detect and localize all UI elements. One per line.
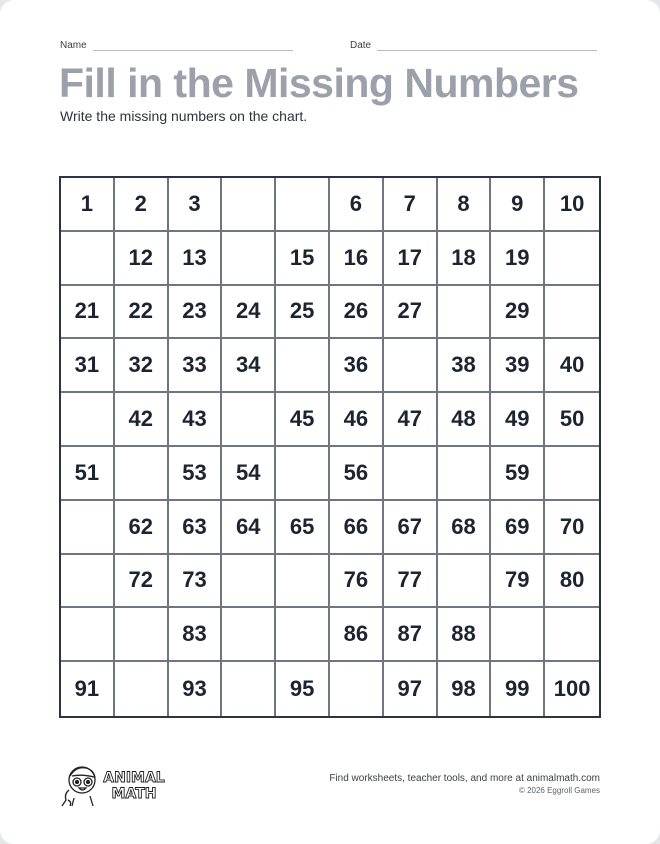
number-cell: 83 xyxy=(169,608,223,662)
number-cell: 77 xyxy=(384,555,438,609)
number-cell: 66 xyxy=(330,501,384,555)
animal-math-logo-icon xyxy=(60,760,172,808)
number-cell: 15 xyxy=(276,232,330,286)
blank-cell[interactable] xyxy=(222,608,276,662)
date-field xyxy=(350,38,597,51)
number-cell: 8 xyxy=(438,178,492,232)
number-cell: 62 xyxy=(115,501,169,555)
blank-cell[interactable] xyxy=(545,286,599,340)
number-cell: 10 xyxy=(545,178,599,232)
number-cell: 25 xyxy=(276,286,330,340)
page-title: Fill in the Missing Numbers xyxy=(59,60,579,106)
number-cell: 31 xyxy=(61,339,115,393)
number-cell: 27 xyxy=(384,286,438,340)
number-cell: 91 xyxy=(61,662,115,716)
blank-cell[interactable] xyxy=(438,447,492,501)
number-cell: 73 xyxy=(169,555,223,609)
number-cell: 80 xyxy=(545,555,599,609)
blank-cell[interactable] xyxy=(438,286,492,340)
number-cell: 12 xyxy=(115,232,169,286)
number-cell: 63 xyxy=(169,501,223,555)
blank-cell[interactable] xyxy=(545,232,599,286)
number-cell: 36 xyxy=(330,339,384,393)
number-cell: 26 xyxy=(330,286,384,340)
number-cell: 59 xyxy=(491,447,545,501)
blank-cell[interactable] xyxy=(276,555,330,609)
number-cell: 87 xyxy=(384,608,438,662)
blank-cell[interactable] xyxy=(222,662,276,716)
number-cell: 18 xyxy=(438,232,492,286)
blank-cell[interactable] xyxy=(384,339,438,393)
number-cell: 76 xyxy=(330,555,384,609)
number-cell: 17 xyxy=(384,232,438,286)
number-cell: 13 xyxy=(169,232,223,286)
footer-copyright: © 2026 Eggroll Games xyxy=(518,786,600,795)
name-date-row xyxy=(60,38,601,54)
svg-text:ANIMAL: ANIMAL xyxy=(103,770,165,786)
number-cell: 99 xyxy=(491,662,545,716)
number-cell: 33 xyxy=(169,339,223,393)
number-cell: 68 xyxy=(438,501,492,555)
number-cell: 9 xyxy=(491,178,545,232)
number-cell: 51 xyxy=(61,447,115,501)
number-cell: 40 xyxy=(545,339,599,393)
number-cell: 49 xyxy=(491,393,545,447)
blank-cell[interactable] xyxy=(438,555,492,609)
blank-cell[interactable] xyxy=(276,608,330,662)
number-cell: 45 xyxy=(276,393,330,447)
number-cell: 48 xyxy=(438,393,492,447)
number-cell: 47 xyxy=(384,393,438,447)
number-cell: 32 xyxy=(115,339,169,393)
animal-math-logo xyxy=(60,760,172,808)
number-cell: 22 xyxy=(115,286,169,340)
number-cell: 21 xyxy=(61,286,115,340)
blank-cell[interactable] xyxy=(61,608,115,662)
number-cell: 69 xyxy=(491,501,545,555)
blank-cell[interactable] xyxy=(61,501,115,555)
blank-cell[interactable] xyxy=(222,555,276,609)
blank-cell[interactable] xyxy=(61,393,115,447)
blank-cell[interactable] xyxy=(222,178,276,232)
blank-cell[interactable] xyxy=(545,608,599,662)
number-cell: 65 xyxy=(276,501,330,555)
name-write-line xyxy=(93,38,293,51)
blank-cell[interactable] xyxy=(276,447,330,501)
number-cell: 95 xyxy=(276,662,330,716)
number-cell: 29 xyxy=(491,286,545,340)
name-label: Name xyxy=(60,40,87,51)
number-cell: 79 xyxy=(491,555,545,609)
number-cell: 93 xyxy=(169,662,223,716)
number-cell: 24 xyxy=(222,286,276,340)
number-cell: 54 xyxy=(222,447,276,501)
number-cell: 86 xyxy=(330,608,384,662)
name-field xyxy=(60,38,293,51)
blank-cell[interactable] xyxy=(61,555,115,609)
svg-text:MATH: MATH xyxy=(111,786,157,802)
number-cell: 16 xyxy=(330,232,384,286)
number-cell: 88 xyxy=(438,608,492,662)
date-label: Date xyxy=(350,40,372,51)
blank-cell[interactable] xyxy=(276,178,330,232)
number-cell: 100 xyxy=(553,676,591,702)
number-cell: 72 xyxy=(115,555,169,609)
blank-cell[interactable] xyxy=(276,339,330,393)
number-cell: 38 xyxy=(438,339,492,393)
blank-cell[interactable] xyxy=(222,232,276,286)
footer-info xyxy=(329,772,600,796)
number-cell: 42 xyxy=(115,393,169,447)
blank-cell[interactable] xyxy=(115,662,169,716)
date-write-line xyxy=(377,38,597,51)
blank-cell[interactable] xyxy=(330,662,384,716)
number-cell: 98 xyxy=(438,662,492,716)
number-cell: 19 xyxy=(491,232,545,286)
number-cell: 1 xyxy=(61,178,115,232)
blank-cell[interactable] xyxy=(61,232,115,286)
number-cell: 34 xyxy=(222,339,276,393)
footer-promo-text: Find worksheets, teacher tools, and more at animalmath.com xyxy=(329,773,600,784)
blank-cell[interactable] xyxy=(384,447,438,501)
number-cell: 67 xyxy=(384,501,438,555)
number-cell: 56 xyxy=(330,447,384,501)
hundreds-chart xyxy=(59,176,601,718)
number-cell: 53 xyxy=(169,447,223,501)
number-cell: 50 xyxy=(545,393,599,447)
number-cell: 7 xyxy=(384,178,438,232)
blank-cell[interactable] xyxy=(222,393,276,447)
number-cell: 6 xyxy=(330,178,384,232)
blank-cell[interactable] xyxy=(115,447,169,501)
number-cell: 3 xyxy=(169,178,223,232)
number-cell: 39 xyxy=(491,339,545,393)
number-cell: 23 xyxy=(169,286,223,340)
number-cell: 64 xyxy=(222,501,276,555)
number-cell: 2 xyxy=(115,178,169,232)
blank-cell[interactable] xyxy=(115,608,169,662)
number-cell: 46 xyxy=(330,393,384,447)
number-cell: 43 xyxy=(169,393,223,447)
number-cell: 97 xyxy=(384,662,438,716)
blank-cell[interactable] xyxy=(491,608,545,662)
blank-cell[interactable] xyxy=(545,447,599,501)
instructions: Write the missing numbers on the chart. xyxy=(60,108,308,124)
number-cell: 70 xyxy=(545,501,599,555)
